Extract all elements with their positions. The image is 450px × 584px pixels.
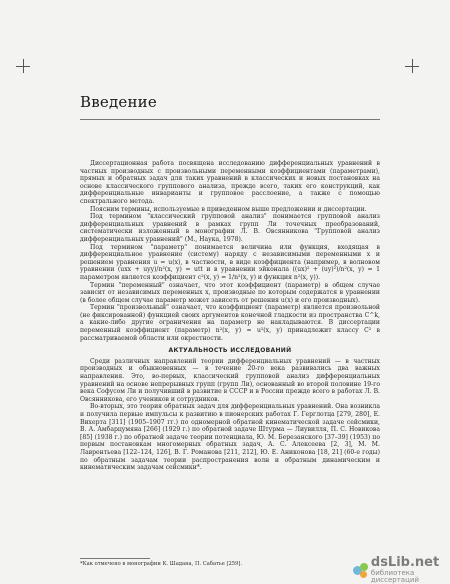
footnote-rule: [80, 558, 150, 559]
footnote: *Как отмечено в монографии К. Шадана, П. Сабатье [259].: [80, 561, 243, 567]
paragraph: Под термином "классический групповой анализ" понимается групповой анализ дифференциальных уравнений в рамках групп Ли точечных преобразований, систематически изложенный в монографии Л. В. Овсянникова "Групповой анализ дифференциальных уравнений" (М., Наука, 1978).: [80, 213, 380, 243]
paragraph: Под термином "параметр" понимается величина или функция, входящая в дифференциальное уравнение (систему) наряду с независимыми переменными x и решением уравнения u = u(x), в частности, в виде коэффициента (например, в волновом уравнении (uxx + uyy)/n²(x, y) = utt и в уравнении эйконала ((ux)² + (uy)²)/n²(x, y) = 1 параметром является коэффициент c²(x, y) = 1/n²(x, y) и функция n²(x, y)).: [80, 243, 380, 281]
crop-mark: [412, 59, 413, 73]
watermark-name: dsLib.net: [370, 555, 440, 570]
title-rule: [80, 119, 380, 120]
section-heading: АКТУАЛЬНОСТЬ ИССЛЕДОВАНИЙ: [168, 347, 292, 355]
chapter-title: Введение: [80, 93, 157, 111]
paragraph: Термин "переменный" означает, что этот коэффициент (параметр) в общем случае зависит от независимых переменных x, производные по которым содержатся в уравнении (в более общем случае параметр может зависеть от решения u(x) и его производных).: [80, 281, 380, 304]
paragraph: Среди различных направлений теории дифференциальных уравнений — в частных производных и обыкновенных — в течение 20-го века развивались два важных направления. Это, во-первых, классический групповой анализ дифференциальных уравнений на основе непрерывных групп (групп Ли), основанный во второй половине 19-го века Софусом Ли и получивший в развитие в СССР и в России прежде всего в работах Л. В. Овсянникова, его учеников и сотрудников.: [80, 357, 380, 403]
watermark-subtitle: библиотека диссертаций: [370, 569, 419, 584]
paragraph: Поясним термины, используемые в приведенном выше предложении и диссертации.: [90, 205, 367, 213]
body-text: [80, 160, 380, 472]
crop-mark: [23, 59, 24, 73]
watermark: [351, 555, 450, 584]
paragraph: Диссертационная работа посвящена исследованию дифференциальных уравнений в частных производных с произвольными переменными коэффициентами (параметрами), прямых и обратных задач для таких уравнений в классических и новых постановках на основе классического группового анализа, прежде всего, таких его конструкций, как дифференциальные инварианты и групповое расслоение, а также с помощью спектрального метода.: [80, 160, 380, 205]
paragraph: Термин "произвольный" означает, что коэффициент (параметр) является произвольной (не фиксированной) функцией своих аргументов конечной гладкости из пространства C^k, а какие-либо другие ограничения на параметр не накладываются. В диссертации переменный коэффициент (параметр) n²(x, y) = u²(x, y) принадлежит классу C² в рассматриваемой области или окрестности.: [80, 304, 380, 342]
dslib-logo-icon: [351, 560, 368, 580]
paragraph: Во-вторых, это теория обратных задач для дифференциальных уравнений. Она возникла и получила первые импульсы к развитию в пионерских работах Г. Герглотца [279, 280], Е. Вихерта [311] (1905–1907 гг.) по одномерной обратной кинематической задаче сейсмики, В. А. Амбарцумяна [266] (1929 г.) по обратной задаче Штурма — Лиувилля, П. С. Новикова [85] (1938 г.) по обратной задаче теории потенциала, Ю. М. Березанского [37–39] (1953) по первым постановкам многомерных обратных задач, А. С. Алексеева [2, 3], М. М. Лаврентьева [122–124, 126], В. Г. Романова [211, 212], Ю. Е. Аниконова [18, 21] (60-е годы) по обратным задачам теории распространения волн и обратным динамическим и кинематическим задачам сейсмики*.: [80, 403, 380, 472]
